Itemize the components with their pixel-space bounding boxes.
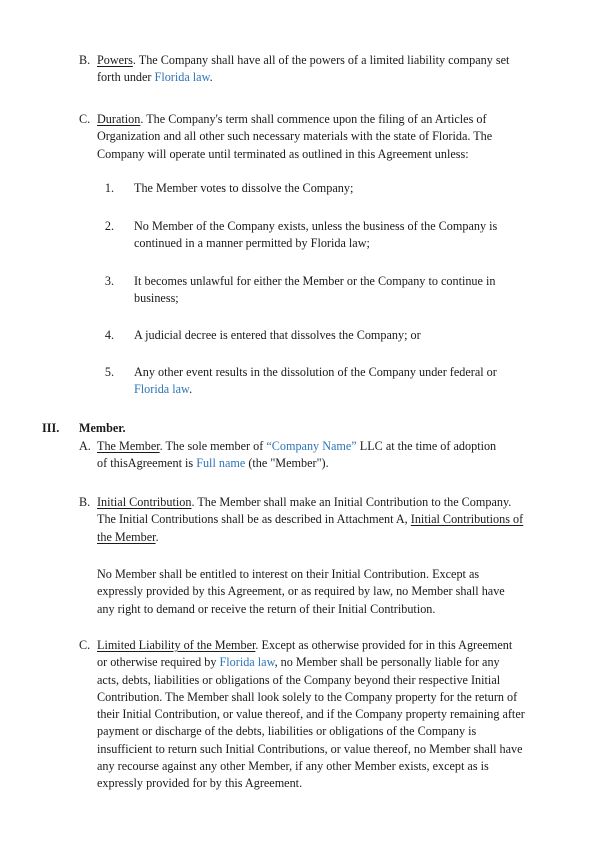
document-page: B. Powers. The Company shall have all of the powers of a limited liability company set forth under Florida law. C. Duration. The Company's term shall commence upon the filing of an Articles of Organization and all other such necessary materials with the state of Florida. The Company will operate until terminated as outlined in this Agreement unless: 1. The Member votes to dissolve the Company; 2. No Member of the Company exists, unless the business of the Company is continued in a manner permitted by Florida law; 3. It becomes unlawful for either the Member or the Company to continue in business; 4. A judicial decree is entered that dissolves the Company; or 5. Any other event results in the dissolution of the Company under federal or Florida law. III. Member. A. The Member. The sole member of “Company Name” LLC at the time of adoption of thisAgreement is Full name (the "Member"). B. Initial Contribution. The Member shall make an Initial Contribution to the Company. The Initial Contributions shall be as described in Attachment A, Initial Contributions of the Member. No Member shall be entitled to interest on their Initial Contribution. Except as expressly provided by this Agreement, or as required by law, no Member shall have any right to demand or receive the return of their Initial Contribution. C. Limited Liability of the Member. Except as otherwise provided for in this Agreement or otherwise required by Florida law, no Member shall be personally liable for any acts, debts, liabilities or obligations of the Company beyond their respective Initial Contribution. The Member shall look solely to the Company property for the return of their Initial Contribution, or value thereof, and if the Company property remaining after payment or discharge of the debts, liabilities or obligations of the Company is insufficient to return such Initial Contributions, or value thereof, no Member shall have any recourse against any other Member, if any other Member exists, except as is expressly provided for by this Agreement. <box>42 53 525 791</box>
florida-law-link[interactable]: Florida law <box>154 70 210 85</box>
item-letter: C. <box>79 638 91 652</box>
item-letter: B. <box>79 495 91 509</box>
list-number: 3. <box>104 274 114 288</box>
full-name-placeholder[interactable]: Full name <box>196 456 246 471</box>
attachment-reference: Initial Contributions of <box>410 512 524 527</box>
item-letter: B. <box>79 53 91 67</box>
florida-law-link[interactable]: Florida law <box>134 382 190 397</box>
item-letter: C. <box>79 112 91 126</box>
list-number: 5. <box>104 365 114 379</box>
section-title: Member. <box>79 421 126 435</box>
item-heading: Powers <box>97 53 133 67</box>
list-number: 4. <box>104 328 114 342</box>
item-letter: A. <box>79 439 91 453</box>
item-heading: Limited Liability of the Member <box>97 638 256 652</box>
attachment-reference: the Member <box>97 529 156 544</box>
florida-law-link[interactable]: Florida law <box>219 655 275 670</box>
company-name-placeholder[interactable]: “Company Name” <box>266 439 357 453</box>
item-heading: Initial Contribution <box>97 495 192 509</box>
item-heading: The Member <box>97 439 160 453</box>
list-number: 1. <box>104 181 114 195</box>
section-number: III. <box>42 421 60 435</box>
list-number: 2. <box>104 219 114 233</box>
item-heading: Duration <box>97 112 141 126</box>
